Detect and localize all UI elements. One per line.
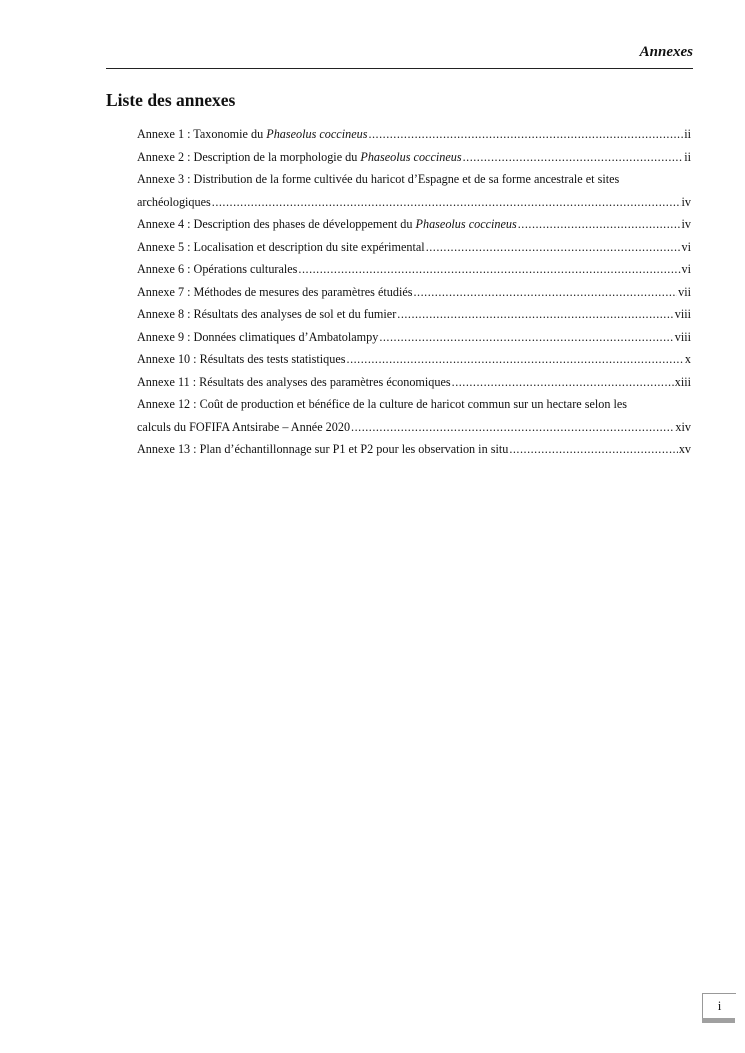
- annex-entry-title: [137, 303, 396, 326]
- annex-entry-species: Phaseolus coccineus: [415, 217, 517, 231]
- annex-entry-text: Annexe 13 : Plan d’échantillonnage sur P1 et P2 pour les observation in situ: [137, 442, 509, 456]
- annex-entry-line: Annexe 12 : Coût de production et bénéfice de la culture de haricot commun sur un hectare selon les: [137, 397, 628, 411]
- annex-entry-text: Annexe 5 : Localisation et description du site expérimental: [137, 239, 425, 254]
- annex-entry-page: vi: [681, 262, 691, 276]
- annex-entry-text: Annexe 1 : Taxonomie du: [137, 127, 267, 141]
- annex-entry-text: Annexe 7 : Méthodes de mesures des paramètres étudiés: [137, 284, 413, 299]
- annex-entry: [137, 326, 691, 349]
- annex-entry-title: [137, 191, 211, 214]
- annex-entry-text: Annexe 4 : Description des phases de développement du: [137, 217, 416, 231]
- dot-leader: [298, 258, 680, 281]
- annex-entry-page: viii: [674, 329, 691, 344]
- dot-leader: [379, 326, 673, 349]
- annex-entry: [137, 303, 691, 326]
- annex-entry-title: [137, 281, 413, 304]
- annex-entry-title: [137, 236, 425, 259]
- annex-entry: [137, 438, 691, 461]
- annex-entry-title: [137, 416, 350, 439]
- annex-entry-page: vi: [681, 239, 691, 254]
- annex-entry-page: xv: [678, 442, 691, 456]
- dot-leader: [368, 123, 683, 146]
- annex-entry-page: iv: [681, 194, 691, 209]
- annex-entry: [137, 123, 691, 146]
- annex-entry: [137, 191, 691, 214]
- dot-leader: [351, 416, 674, 439]
- annex-entry: [137, 258, 691, 281]
- annex-entry-text: calculs du FOFIFA Antsirabe – Année 2020: [137, 419, 351, 434]
- annex-entry: [137, 348, 691, 371]
- annex-entry-page: x: [684, 352, 691, 366]
- annex-entry-title: [137, 326, 378, 349]
- annex-entry: [137, 416, 691, 439]
- annex-entry-text: Annexe 2 : Description de la morphologie du: [137, 149, 361, 164]
- dot-leader: [414, 281, 678, 304]
- page-number-bar: [702, 1018, 735, 1023]
- list-title: Liste des annexes: [106, 90, 236, 110]
- annex-entry: [137, 146, 691, 169]
- annex-entry-title: [137, 123, 367, 146]
- annex-entry-species: Phaseolus coccineus: [266, 127, 368, 141]
- annex-entry-title: [137, 438, 508, 461]
- annex-entry-page: ii: [684, 149, 691, 164]
- annex-entry: [137, 213, 691, 236]
- annex-list: [137, 123, 691, 461]
- annex-entry-page: ii: [684, 127, 691, 141]
- annex-entry-text: Annexe 10 : Résultats des tests statistiques: [137, 352, 346, 366]
- annex-entry-text: Annexe 8 : Résultats des analyses de sol et du fumier: [137, 307, 397, 321]
- annex-entry-species: Phaseolus coccineus: [360, 149, 462, 164]
- dot-leader: [347, 348, 684, 371]
- annex-entry-page: iv: [681, 217, 691, 231]
- annex-entry-title: [137, 371, 451, 394]
- dot-leader: [397, 303, 673, 326]
- annex-entry-page: xiv: [675, 419, 691, 434]
- annex-entry-text: Annexe 11 : Résultats des analyses des paramètres économiques: [137, 374, 451, 389]
- dot-leader: [452, 371, 674, 394]
- annex-entry-title: [137, 348, 346, 371]
- dot-leader: [426, 236, 681, 259]
- page-number: i: [702, 993, 736, 1018]
- annex-entry-title: [137, 213, 517, 236]
- annex-entry: [137, 281, 691, 304]
- annex-entry: [137, 371, 691, 394]
- page-header: [106, 42, 693, 69]
- dot-leader: [212, 191, 681, 214]
- annex-entry: [137, 236, 691, 259]
- dot-leader: [463, 146, 684, 169]
- annex-entry-text: Annexe 6 : Opérations culturales: [137, 262, 298, 276]
- annex-entry-page: viii: [674, 307, 691, 321]
- annex-entry-page: vii: [678, 284, 691, 299]
- annex-entry-title: [137, 258, 297, 281]
- annex-entry-text: Annexe 9 : Données climatiques d’Ambatolampy: [137, 329, 379, 344]
- annex-entry-page: xiii: [674, 374, 691, 389]
- dot-leader: [518, 213, 681, 236]
- annex-entry-title: [137, 146, 462, 169]
- annex-entry-line: Annexe 3 : Distribution de la forme cultivée du haricot d’Espagne et de sa forme ancestrale et sites: [137, 172, 620, 186]
- dot-leader: [509, 438, 677, 461]
- annex-entry-text: archéologiques: [137, 194, 211, 209]
- header-title: Annexes: [639, 44, 693, 60]
